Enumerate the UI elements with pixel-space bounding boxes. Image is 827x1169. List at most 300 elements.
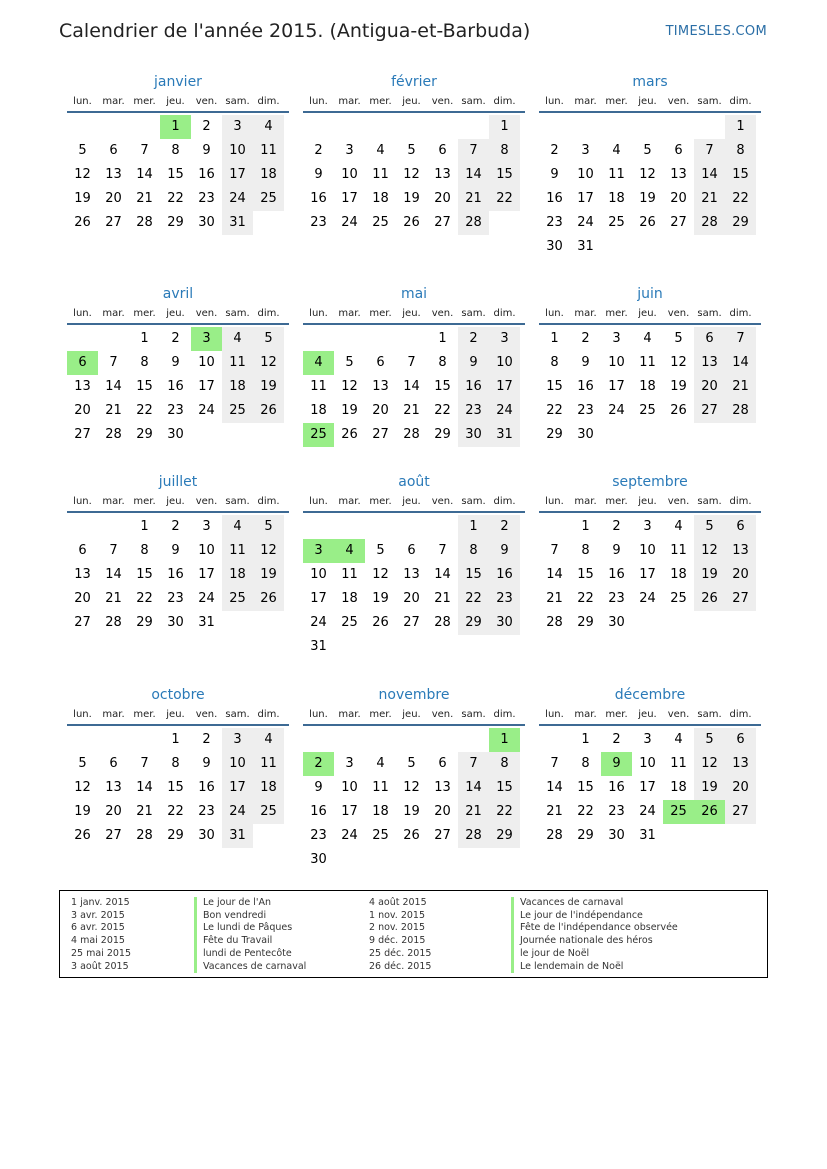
day-cell[interactable]: 1 — [140, 331, 149, 346]
day-cell[interactable]: 4 — [376, 143, 385, 158]
day-cell[interactable]: 22 — [489, 800, 520, 824]
day-cell[interactable]: 19 — [639, 191, 656, 206]
day-cell[interactable]: 14 — [136, 780, 153, 795]
day-cell[interactable]: 4 — [334, 539, 365, 563]
day-cell[interactable]: 28 — [546, 615, 563, 630]
day-cell[interactable]: 12 — [372, 567, 389, 582]
day-cell[interactable]: 29 — [577, 615, 594, 630]
day-cell[interactable]: 2 — [550, 143, 559, 158]
day-cell[interactable]: 15 — [577, 567, 594, 582]
day-cell[interactable]: 4 — [303, 351, 334, 375]
day-cell[interactable]: 9 — [314, 780, 323, 795]
day-cell[interactable]: 28 — [105, 615, 122, 630]
day-cell[interactable]: 22 — [577, 804, 594, 819]
day-cell[interactable]: 22 — [434, 403, 451, 418]
day-cell[interactable]: 9 — [581, 355, 590, 370]
day-cell[interactable]: 18 — [670, 567, 687, 582]
day-cell[interactable]: 27 — [694, 399, 725, 423]
day-cell[interactable]: 22 — [489, 187, 520, 211]
day-cell[interactable]: 18 — [608, 191, 625, 206]
day-cell[interactable]: 3 — [202, 519, 211, 534]
day-cell[interactable]: 19 — [253, 563, 284, 587]
day-cell[interactable]: 25 — [222, 587, 253, 611]
day-cell[interactable]: 14 — [725, 351, 756, 375]
day-cell[interactable]: 19 — [341, 403, 358, 418]
day-cell[interactable]: 11 — [670, 543, 687, 558]
day-cell[interactable]: 12 — [341, 379, 358, 394]
day-cell[interactable]: 7 — [725, 327, 756, 351]
day-cell[interactable]: 17 — [198, 379, 215, 394]
day-cell[interactable]: 10 — [222, 139, 253, 163]
day-cell[interactable]: 19 — [670, 379, 687, 394]
day-cell[interactable]: 1 — [160, 115, 191, 139]
day-cell[interactable]: 13 — [434, 780, 451, 795]
day-cell[interactable]: 16 — [167, 379, 184, 394]
day-cell[interactable]: 24 — [639, 804, 656, 819]
day-cell[interactable]: 1 — [489, 728, 520, 752]
day-cell[interactable]: 15 — [434, 379, 451, 394]
day-cell[interactable]: 5 — [694, 515, 725, 539]
day-cell[interactable]: 9 — [202, 756, 211, 771]
day-cell[interactable]: 5 — [78, 756, 87, 771]
day-cell[interactable]: 14 — [546, 780, 563, 795]
day-cell[interactable]: 23 — [167, 591, 184, 606]
day-cell[interactable]: 23 — [458, 399, 489, 423]
day-cell[interactable]: 26 — [74, 215, 91, 230]
day-cell[interactable]: 11 — [639, 355, 656, 370]
day-cell[interactable]: 17 — [608, 379, 625, 394]
day-cell[interactable]: 25 — [372, 215, 389, 230]
day-cell[interactable]: 12 — [670, 355, 687, 370]
day-cell[interactable]: 12 — [253, 539, 284, 563]
day-cell[interactable]: 19 — [74, 191, 91, 206]
day-cell[interactable]: 4 — [222, 515, 253, 539]
day-cell[interactable]: 16 — [310, 191, 327, 206]
day-cell[interactable]: 23 — [577, 403, 594, 418]
day-cell[interactable]: 19 — [694, 776, 725, 800]
day-cell[interactable]: 21 — [546, 591, 563, 606]
day-cell[interactable]: 26 — [670, 403, 687, 418]
day-cell[interactable]: 7 — [458, 752, 489, 776]
day-cell[interactable]: 31 — [489, 423, 520, 447]
day-cell[interactable]: 4 — [253, 115, 284, 139]
day-cell[interactable]: 12 — [253, 351, 284, 375]
day-cell[interactable]: 25 — [222, 399, 253, 423]
day-cell[interactable]: 3 — [191, 327, 222, 351]
day-cell[interactable]: 27 — [670, 215, 687, 230]
day-cell[interactable]: 23 — [167, 403, 184, 418]
day-cell[interactable]: 25 — [303, 423, 334, 447]
day-cell[interactable]: 24 — [222, 800, 253, 824]
day-cell[interactable]: 6 — [674, 143, 683, 158]
day-cell[interactable]: 1 — [725, 115, 756, 139]
day-cell[interactable]: 8 — [140, 355, 149, 370]
day-cell[interactable]: 10 — [639, 756, 656, 771]
day-cell[interactable]: 13 — [74, 567, 91, 582]
day-cell[interactable]: 16 — [608, 567, 625, 582]
day-cell[interactable]: 20 — [403, 591, 420, 606]
day-cell[interactable]: 14 — [105, 379, 122, 394]
day-cell[interactable]: 2 — [489, 515, 520, 539]
day-cell[interactable]: 21 — [434, 591, 451, 606]
day-cell[interactable]: 9 — [314, 167, 323, 182]
day-cell[interactable]: 15 — [136, 379, 153, 394]
day-cell[interactable]: 2 — [171, 331, 180, 346]
day-cell[interactable]: 7 — [550, 756, 559, 771]
day-cell[interactable]: 14 — [458, 776, 489, 800]
day-cell[interactable]: 17 — [198, 567, 215, 582]
day-cell[interactable]: 1 — [581, 732, 590, 747]
day-cell[interactable]: 7 — [438, 543, 447, 558]
day-cell[interactable]: 9 — [489, 539, 520, 563]
day-cell[interactable]: 7 — [140, 143, 149, 158]
day-cell[interactable]: 27 — [403, 615, 420, 630]
day-cell[interactable]: 27 — [105, 215, 122, 230]
day-cell[interactable]: 17 — [222, 776, 253, 800]
day-cell[interactable]: 14 — [403, 379, 420, 394]
day-cell[interactable]: 16 — [458, 375, 489, 399]
day-cell[interactable]: 13 — [105, 780, 122, 795]
day-cell[interactable]: 8 — [550, 355, 559, 370]
day-cell[interactable]: 30 — [608, 828, 625, 843]
day-cell[interactable]: 11 — [253, 139, 284, 163]
day-cell[interactable]: 22 — [577, 591, 594, 606]
day-cell[interactable]: 13 — [694, 351, 725, 375]
day-cell[interactable]: 8 — [171, 143, 180, 158]
day-cell[interactable]: 18 — [310, 403, 327, 418]
day-cell[interactable]: 10 — [577, 167, 594, 182]
day-cell[interactable]: 2 — [612, 732, 621, 747]
day-cell[interactable]: 7 — [550, 543, 559, 558]
day-cell[interactable]: 25 — [253, 800, 284, 824]
day-cell[interactable]: 26 — [341, 427, 358, 442]
day-cell[interactable]: 29 — [434, 427, 451, 442]
day-cell[interactable]: 10 — [608, 355, 625, 370]
day-cell[interactable]: 14 — [546, 567, 563, 582]
day-cell[interactable]: 12 — [403, 167, 420, 182]
day-cell[interactable]: 6 — [438, 143, 447, 158]
day-cell[interactable]: 24 — [198, 591, 215, 606]
day-cell[interactable]: 5 — [407, 143, 416, 158]
day-cell[interactable]: 9 — [458, 351, 489, 375]
day-cell[interactable]: 25 — [639, 403, 656, 418]
day-cell[interactable]: 2 — [171, 519, 180, 534]
day-cell[interactable]: 15 — [167, 780, 184, 795]
day-cell[interactable]: 24 — [608, 403, 625, 418]
day-cell[interactable]: 10 — [198, 543, 215, 558]
day-cell[interactable]: 26 — [639, 215, 656, 230]
day-cell[interactable]: 6 — [694, 327, 725, 351]
day-cell[interactable]: 18 — [222, 563, 253, 587]
day-cell[interactable]: 7 — [109, 543, 118, 558]
day-cell[interactable]: 20 — [725, 776, 756, 800]
day-cell[interactable]: 20 — [74, 403, 91, 418]
day-cell[interactable]: 23 — [198, 804, 215, 819]
day-cell[interactable]: 6 — [438, 756, 447, 771]
day-cell[interactable]: 15 — [458, 563, 489, 587]
day-cell[interactable]: 31 — [577, 239, 594, 254]
day-cell[interactable]: 28 — [136, 828, 153, 843]
day-cell[interactable]: 17 — [639, 780, 656, 795]
day-cell[interactable]: 31 — [222, 824, 253, 848]
day-cell[interactable]: 3 — [222, 728, 253, 752]
day-cell[interactable]: 16 — [167, 567, 184, 582]
day-cell[interactable]: 28 — [403, 427, 420, 442]
day-cell[interactable]: 31 — [222, 211, 253, 235]
day-cell[interactable]: 10 — [639, 543, 656, 558]
day-cell[interactable]: 10 — [489, 351, 520, 375]
day-cell[interactable]: 30 — [310, 852, 327, 867]
day-cell[interactable]: 18 — [253, 163, 284, 187]
day-cell[interactable]: 8 — [171, 756, 180, 771]
day-cell[interactable]: 30 — [489, 611, 520, 635]
day-cell[interactable]: 11 — [310, 379, 327, 394]
day-cell[interactable]: 27 — [372, 427, 389, 442]
day-cell[interactable]: 3 — [581, 143, 590, 158]
day-cell[interactable]: 9 — [171, 355, 180, 370]
day-cell[interactable]: 13 — [403, 567, 420, 582]
day-cell[interactable]: 29 — [725, 211, 756, 235]
day-cell[interactable]: 11 — [341, 567, 358, 582]
day-cell[interactable]: 12 — [694, 752, 725, 776]
day-cell[interactable]: 13 — [670, 167, 687, 182]
day-cell[interactable]: 15 — [546, 379, 563, 394]
day-cell[interactable]: 16 — [198, 780, 215, 795]
day-cell[interactable]: 4 — [674, 519, 683, 534]
day-cell[interactable]: 11 — [253, 752, 284, 776]
day-cell[interactable]: 12 — [639, 167, 656, 182]
day-cell[interactable]: 26 — [253, 587, 284, 611]
day-cell[interactable]: 7 — [407, 355, 416, 370]
day-cell[interactable]: 22 — [725, 187, 756, 211]
day-cell[interactable]: 29 — [136, 615, 153, 630]
day-cell[interactable]: 31 — [310, 639, 327, 654]
day-cell[interactable]: 28 — [105, 427, 122, 442]
day-cell[interactable]: 21 — [136, 191, 153, 206]
day-cell[interactable]: 17 — [341, 804, 358, 819]
day-cell[interactable]: 13 — [372, 379, 389, 394]
day-cell[interactable]: 8 — [725, 139, 756, 163]
day-cell[interactable]: 11 — [608, 167, 625, 182]
day-cell[interactable]: 8 — [489, 752, 520, 776]
day-cell[interactable]: 4 — [643, 331, 652, 346]
day-cell[interactable]: 27 — [105, 828, 122, 843]
day-cell[interactable]: 2 — [303, 752, 334, 776]
day-cell[interactable]: 24 — [341, 215, 358, 230]
day-cell[interactable]: 2 — [202, 119, 211, 134]
day-cell[interactable]: 25 — [341, 615, 358, 630]
day-cell[interactable]: 21 — [546, 804, 563, 819]
day-cell[interactable]: 5 — [253, 515, 284, 539]
day-cell[interactable]: 27 — [74, 615, 91, 630]
day-cell[interactable]: 19 — [403, 191, 420, 206]
day-cell[interactable]: 11 — [670, 756, 687, 771]
day-cell[interactable]: 9 — [202, 143, 211, 158]
day-cell[interactable]: 18 — [372, 191, 389, 206]
day-cell[interactable]: 24 — [222, 187, 253, 211]
day-cell[interactable]: 6 — [109, 143, 118, 158]
day-cell[interactable]: 13 — [105, 167, 122, 182]
day-cell[interactable]: 24 — [577, 215, 594, 230]
day-cell[interactable]: 12 — [74, 167, 91, 182]
day-cell[interactable]: 29 — [167, 828, 184, 843]
day-cell[interactable]: 5 — [694, 728, 725, 752]
day-cell[interactable]: 20 — [372, 403, 389, 418]
day-cell[interactable]: 23 — [310, 828, 327, 843]
day-cell[interactable]: 26 — [253, 399, 284, 423]
day-cell[interactable]: 17 — [341, 191, 358, 206]
day-cell[interactable]: 26 — [372, 615, 389, 630]
brand-logo[interactable]: TIMESLES.COM — [665, 24, 767, 39]
day-cell[interactable]: 31 — [198, 615, 215, 630]
day-cell[interactable]: 10 — [198, 355, 215, 370]
day-cell[interactable]: 21 — [105, 403, 122, 418]
day-cell[interactable]: 23 — [608, 804, 625, 819]
day-cell[interactable]: 21 — [403, 403, 420, 418]
day-cell[interactable]: 13 — [725, 539, 756, 563]
day-cell[interactable]: 9 — [171, 543, 180, 558]
day-cell[interactable]: 30 — [577, 427, 594, 442]
day-cell[interactable]: 9 — [601, 752, 632, 776]
day-cell[interactable]: 8 — [140, 543, 149, 558]
day-cell[interactable]: 5 — [643, 143, 652, 158]
day-cell[interactable]: 2 — [314, 143, 323, 158]
day-cell[interactable]: 15 — [136, 567, 153, 582]
day-cell[interactable]: 12 — [74, 780, 91, 795]
day-cell[interactable]: 16 — [489, 563, 520, 587]
day-cell[interactable]: 17 — [489, 375, 520, 399]
day-cell[interactable]: 13 — [74, 379, 91, 394]
day-cell[interactable]: 14 — [458, 163, 489, 187]
day-cell[interactable]: 5 — [407, 756, 416, 771]
day-cell[interactable]: 24 — [639, 591, 656, 606]
day-cell[interactable]: 3 — [222, 115, 253, 139]
day-cell[interactable]: 14 — [105, 567, 122, 582]
day-cell[interactable]: 13 — [725, 752, 756, 776]
day-cell[interactable]: 1 — [140, 519, 149, 534]
day-cell[interactable]: 25 — [670, 591, 687, 606]
day-cell[interactable]: 26 — [403, 215, 420, 230]
day-cell[interactable]: 3 — [643, 519, 652, 534]
day-cell[interactable]: 23 — [608, 591, 625, 606]
day-cell[interactable]: 30 — [458, 423, 489, 447]
day-cell[interactable]: 3 — [489, 327, 520, 351]
day-cell[interactable]: 2 — [202, 732, 211, 747]
day-cell[interactable]: 26 — [694, 800, 725, 824]
day-cell[interactable]: 10 — [222, 752, 253, 776]
day-cell[interactable]: 22 — [167, 191, 184, 206]
day-cell[interactable]: 22 — [546, 403, 563, 418]
day-cell[interactable]: 12 — [694, 539, 725, 563]
day-cell[interactable]: 6 — [407, 543, 416, 558]
day-cell[interactable]: 29 — [489, 824, 520, 848]
day-cell[interactable]: 11 — [372, 780, 389, 795]
day-cell[interactable]: 1 — [458, 515, 489, 539]
day-cell[interactable]: 30 — [167, 615, 184, 630]
day-cell[interactable]: 29 — [577, 828, 594, 843]
day-cell[interactable]: 21 — [136, 804, 153, 819]
day-cell[interactable]: 18 — [341, 591, 358, 606]
day-cell[interactable]: 2 — [458, 327, 489, 351]
day-cell[interactable]: 20 — [434, 191, 451, 206]
day-cell[interactable]: 15 — [489, 163, 520, 187]
day-cell[interactable]: 28 — [546, 828, 563, 843]
day-cell[interactable]: 22 — [167, 804, 184, 819]
day-cell[interactable]: 19 — [372, 591, 389, 606]
day-cell[interactable]: 1 — [489, 115, 520, 139]
day-cell[interactable]: 16 — [577, 379, 594, 394]
day-cell[interactable]: 4 — [376, 756, 385, 771]
day-cell[interactable]: 4 — [253, 728, 284, 752]
day-cell[interactable]: 15 — [577, 780, 594, 795]
day-cell[interactable]: 17 — [639, 567, 656, 582]
day-cell[interactable]: 29 — [546, 427, 563, 442]
day-cell[interactable]: 23 — [546, 215, 563, 230]
day-cell[interactable]: 6 — [67, 351, 98, 375]
day-cell[interactable]: 27 — [725, 800, 756, 824]
day-cell[interactable]: 4 — [612, 143, 621, 158]
day-cell[interactable]: 13 — [434, 167, 451, 182]
day-cell[interactable]: 16 — [546, 191, 563, 206]
day-cell[interactable]: 27 — [434, 828, 451, 843]
day-cell[interactable]: 7 — [140, 756, 149, 771]
day-cell[interactable]: 6 — [725, 728, 756, 752]
day-cell[interactable]: 2 — [581, 331, 590, 346]
day-cell[interactable]: 20 — [105, 804, 122, 819]
day-cell[interactable]: 26 — [403, 828, 420, 843]
day-cell[interactable]: 4 — [222, 327, 253, 351]
day-cell[interactable]: 28 — [725, 399, 756, 423]
day-cell[interactable]: 25 — [663, 800, 694, 824]
day-cell[interactable]: 22 — [458, 587, 489, 611]
day-cell[interactable]: 1 — [438, 331, 447, 346]
day-cell[interactable]: 3 — [643, 732, 652, 747]
day-cell[interactable]: 24 — [341, 828, 358, 843]
day-cell[interactable]: 20 — [105, 191, 122, 206]
day-cell[interactable]: 25 — [253, 187, 284, 211]
day-cell[interactable]: 6 — [109, 756, 118, 771]
day-cell[interactable]: 11 — [222, 539, 253, 563]
day-cell[interactable]: 16 — [608, 780, 625, 795]
day-cell[interactable]: 8 — [458, 539, 489, 563]
day-cell[interactable]: 28 — [458, 824, 489, 848]
day-cell[interactable]: 14 — [694, 163, 725, 187]
day-cell[interactable]: 30 — [198, 215, 215, 230]
day-cell[interactable]: 21 — [458, 800, 489, 824]
day-cell[interactable]: 8 — [438, 355, 447, 370]
day-cell[interactable]: 6 — [725, 515, 756, 539]
day-cell[interactable]: 4 — [674, 732, 683, 747]
day-cell[interactable]: 5 — [253, 327, 284, 351]
day-cell[interactable]: 14 — [434, 567, 451, 582]
day-cell[interactable]: 20 — [670, 191, 687, 206]
day-cell[interactable]: 19 — [74, 804, 91, 819]
day-cell[interactable]: 30 — [167, 427, 184, 442]
day-cell[interactable]: 5 — [78, 143, 87, 158]
day-cell[interactable]: 26 — [694, 587, 725, 611]
day-cell[interactable]: 24 — [310, 615, 327, 630]
day-cell[interactable]: 1 — [581, 519, 590, 534]
day-cell[interactable]: 3 — [345, 143, 354, 158]
day-cell[interactable]: 3 — [612, 331, 621, 346]
day-cell[interactable]: 7 — [458, 139, 489, 163]
day-cell[interactable]: 14 — [136, 167, 153, 182]
day-cell[interactable]: 25 — [608, 215, 625, 230]
day-cell[interactable]: 16 — [310, 804, 327, 819]
day-cell[interactable]: 23 — [489, 587, 520, 611]
day-cell[interactable]: 25 — [372, 828, 389, 843]
day-cell[interactable]: 27 — [725, 587, 756, 611]
